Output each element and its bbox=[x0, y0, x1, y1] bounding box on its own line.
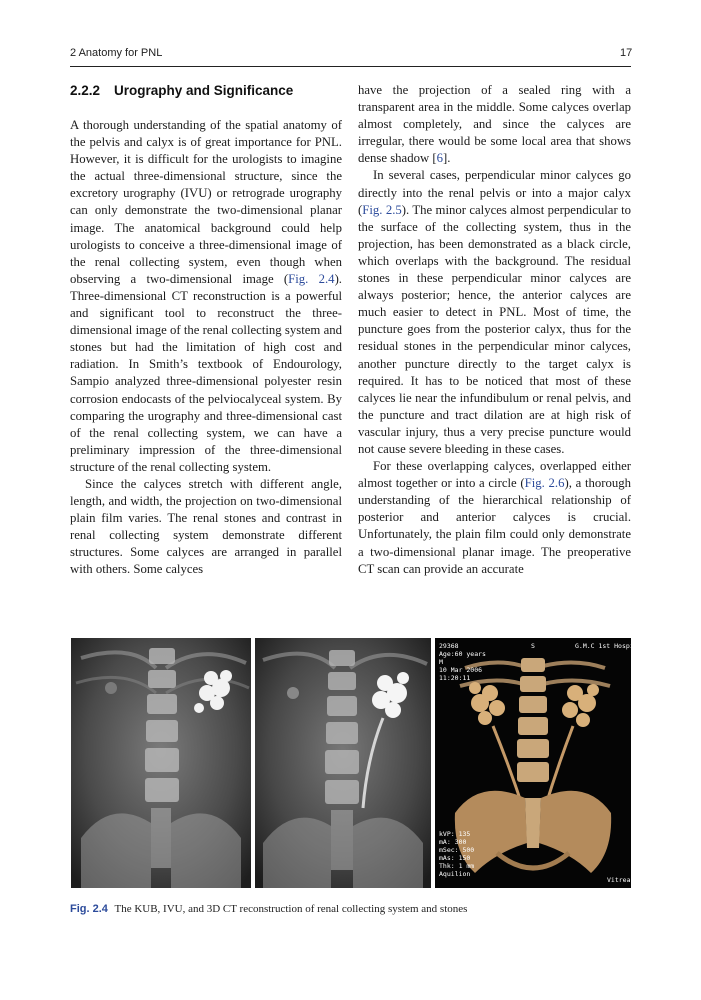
paragraph-left-1 bbox=[70, 117, 342, 476]
figure-reference-link[interactable]: Fig. 2.4 bbox=[288, 271, 335, 286]
paragraph-text: ), a thorough understanding of the hierarchical relationship of posterior and anterior calyces is crucial. Unfortunately, the plain film could only demonstrate a two-dimensional planar image. The preoperative CT scan can provide an accurate bbox=[358, 476, 631, 576]
ct-overlay-line: Aquilion bbox=[439, 870, 471, 878]
ct-overlay-line: mAs: 150 bbox=[439, 854, 471, 862]
ct-overlay-line: mA: 300 bbox=[439, 838, 467, 846]
ct-overlay-line: 29368 bbox=[439, 642, 459, 650]
left-column bbox=[70, 82, 342, 579]
ct-overlay-institution: G.M.C 1st Hospital bbox=[575, 642, 646, 650]
section-title: Urography and Significance bbox=[114, 83, 294, 98]
paragraph-text: ). Three-dimensional CT reconstruction is a powerful and significant tool to reconstruct the three-dimensional image of the renal collecting system and stones but had the limitation of high cost and radiation. In Smith’s textbook of Endourology, Sampio analyzed three-dimensional polyester resin corrosion endocasts of the pelviocalyceal system. By comparing the urography and three-dimensional cast of the renal collecting system, we can have a preliminary impression of the three-dimensional structure of the renal collecting system. bbox=[70, 271, 342, 474]
paragraph-right-1 bbox=[358, 82, 631, 167]
ct-overlay-orientation: S bbox=[531, 642, 535, 650]
right-column bbox=[358, 82, 631, 578]
paragraph-text: ]. bbox=[442, 151, 451, 166]
ct-overlay-line: 10 Mar 2006 bbox=[439, 666, 483, 674]
header-rule bbox=[70, 66, 631, 67]
ct-overlay-line: M bbox=[439, 658, 443, 666]
ct-overlay-line: Thk: 1 mm bbox=[439, 862, 475, 870]
ct-overlay-line: mSec: 500 bbox=[439, 846, 475, 854]
paragraph-text: In several cases, perpendicular minor calyces go directly into the renal pelvis or into a major calyx ( bbox=[358, 168, 631, 217]
caption-label: Fig. 2.4 bbox=[70, 903, 108, 915]
figure-caption bbox=[70, 903, 631, 915]
ivu-xray-image bbox=[255, 638, 431, 888]
citation-link[interactable]: 6 bbox=[436, 151, 443, 166]
ct-overlay-software: Vitrea bbox=[607, 876, 631, 884]
page-number: 17 bbox=[620, 47, 633, 59]
figure-reference-link[interactable]: Fig. 2.6 bbox=[524, 476, 565, 491]
figure-reference-link[interactable]: Fig. 2.5 bbox=[362, 202, 402, 217]
paragraph-text: A thorough understanding of the spatial anatomy of the pelvis and calyx is of great importance for PNL. However, it is difficult for the urologists to imagine the actual three-dimensional structure, since the excretory urography (IVU) or retrograde urography can only demonstrate the two-dimensional planar image. The anatomical background could help urologists to conceive a three-dimensional image of the renal collecting system, even though when observing a two-dimensional image ( bbox=[70, 118, 342, 286]
paragraph-text: have the projection of a sealed ring with a transparent area in the middle. Some calyces overlap almost completely, and since the calyces are irregular, there would be some local area that shows dense shadow [ bbox=[358, 83, 631, 166]
kub-xray-image bbox=[71, 638, 251, 888]
section-heading bbox=[70, 82, 342, 100]
ct-3d-reconstruction-image bbox=[435, 638, 646, 888]
ct-overlay-line: kVP: 135 bbox=[439, 830, 471, 838]
caption-text: The KUB, IVU, and 3D CT reconstruction of renal collecting system and stones bbox=[114, 903, 468, 915]
paragraph-text: For these overlapping calyces, overlapped either almost together or into a circle ( bbox=[358, 459, 631, 491]
ct-overlay-line: Age:60 years bbox=[439, 650, 486, 658]
paragraph-right-3 bbox=[358, 458, 631, 578]
running-header-chapter: 2 Anatomy for PNL bbox=[70, 47, 163, 59]
ct-overlay-line: 11:20:11 bbox=[439, 674, 471, 682]
paragraph-right-2 bbox=[358, 167, 631, 458]
paragraph-left-2: Since the calyces stretch with different angle, length, and width, the projection on two-dimensional plain film varies. The renal stones and contrast in renal collecting system demonstrate different structures. Some calyces are arranged in parallel with others. Some calyces bbox=[70, 476, 342, 577]
section-number: 2.2.2 bbox=[70, 83, 101, 98]
paragraph-text: ). The minor calyces almost perpendicular to the surface of the collecting system, thus in the projection, has been demonstrated as a black circle, which overlaps with the background. The residual stones in these perpendicular minor calyces are always posterior; hence, the anterior calyces are much easier to detect in PNL. Most of time, the puncture goes from the posterior calyx, thus for the residual stones in the perpendicular minor calyces, another puncture directly to the target calyx is required. It has to be noticed that most of these calyces lie near the infundibulum or renal pelvis, and the puncture and tract dilation are at high risk of vascular injury, thus a very precise puncture would not cause severe bleeding in these cases. bbox=[358, 202, 632, 456]
figure-2-4 bbox=[71, 638, 646, 888]
